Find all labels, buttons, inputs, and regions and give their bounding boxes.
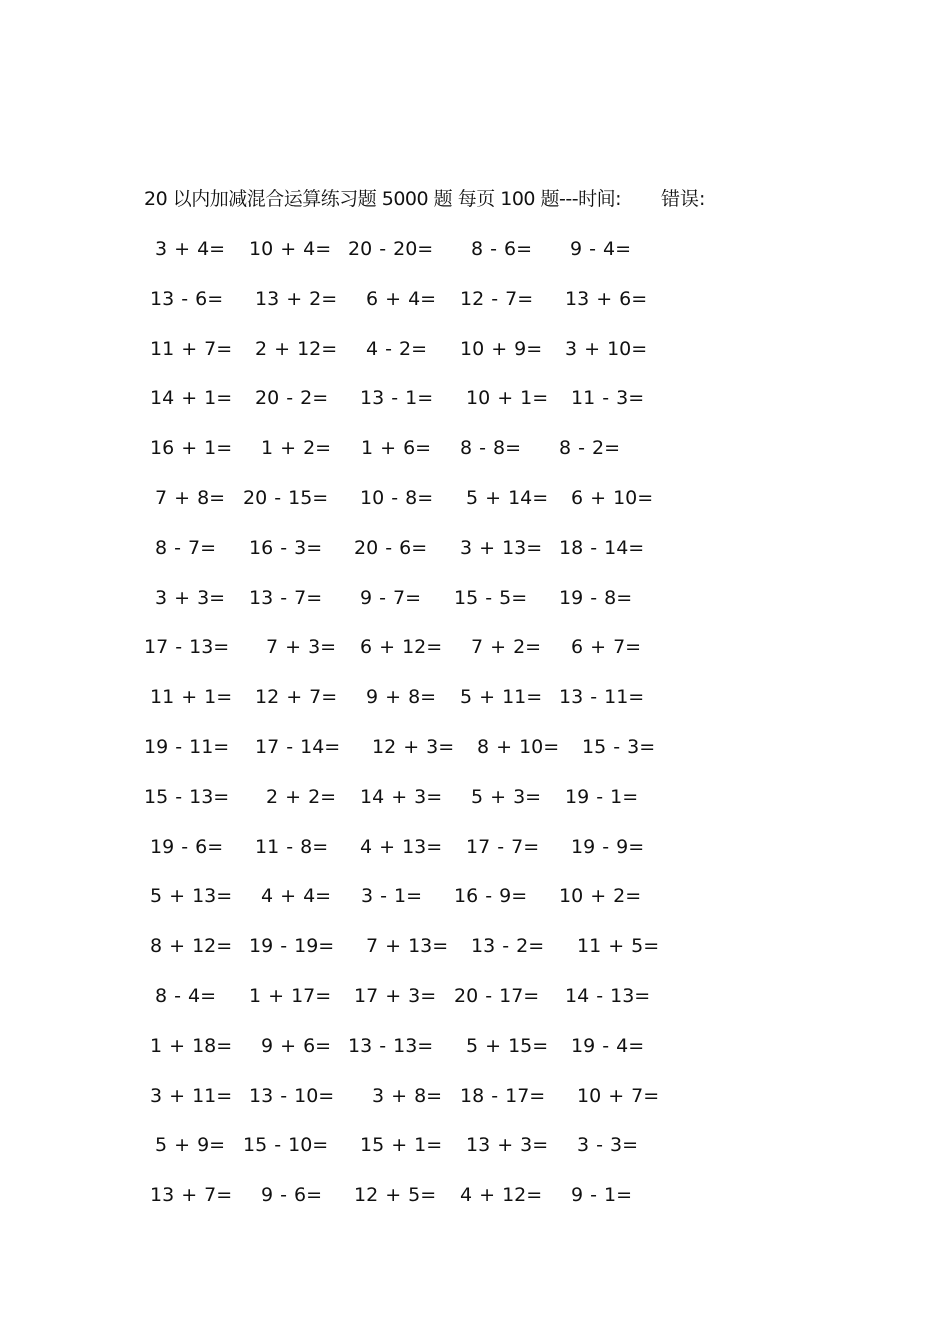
problem-r1-c2: 10 + 4= (249, 238, 332, 260)
problem-r10-c2: 12 + 7= (255, 686, 338, 708)
problem-r7-c2: 16 - 3= (249, 537, 323, 559)
problem-r14-c5: 10 + 2= (559, 885, 642, 907)
problem-r8-c3: 9 - 7= (360, 587, 422, 609)
problem-r16-c3: 17 + 3= (354, 985, 437, 1007)
problem-r20-c1: 13 + 7= (150, 1184, 233, 1206)
problem-r9-c5: 6 + 7= (571, 636, 642, 658)
problem-r18-c1: 3 + 11= (150, 1085, 233, 1107)
problem-r2-c1: 13 - 6= (150, 288, 224, 310)
problem-r1-c1: 3 + 4= (155, 238, 226, 260)
problem-r17-c4: 5 + 15= (466, 1035, 549, 1057)
problem-r16-c4: 20 - 17= (454, 985, 540, 1007)
problem-r1-c5: 9 - 4= (570, 238, 632, 260)
problem-r12-c4: 5 + 3= (471, 786, 542, 808)
problem-r9-c4: 7 + 2= (471, 636, 542, 658)
problem-r2-c5: 13 + 6= (565, 288, 648, 310)
problem-r10-c1: 11 + 1= (150, 686, 233, 708)
problem-r19-c2: 15 - 10= (243, 1134, 329, 1156)
problem-r14-c1: 5 + 13= (150, 885, 233, 907)
problem-r10-c4: 5 + 11= (460, 686, 543, 708)
problem-r12-c2: 2 + 2= (266, 786, 337, 808)
problem-r8-c1: 3 + 3= (155, 587, 226, 609)
problem-r14-c2: 4 + 4= (261, 885, 332, 907)
problem-r11-c4: 8 + 10= (477, 736, 560, 758)
worksheet-title: 20 以内加减混合运算练习题 5000 题 每页 100 题---时间: (144, 188, 622, 210)
problem-r8-c2: 13 - 7= (249, 587, 323, 609)
problem-r6-c3: 10 - 8= (360, 487, 434, 509)
problem-r4-c1: 14 + 1= (150, 387, 233, 409)
problem-r9-c2: 7 + 3= (266, 636, 337, 658)
problem-r17-c3: 13 - 13= (348, 1035, 434, 1057)
problem-r8-c5: 19 - 8= (559, 587, 633, 609)
problem-r3-c4: 10 + 9= (460, 338, 543, 360)
problem-r12-c3: 14 + 3= (360, 786, 443, 808)
problem-r1-c4: 8 - 6= (471, 238, 533, 260)
problem-r2-c3: 6 + 4= (366, 288, 437, 310)
problem-r18-c5: 10 + 7= (577, 1085, 660, 1107)
problem-r7-c4: 3 + 13= (460, 537, 543, 559)
problem-r2-c2: 13 + 2= (255, 288, 338, 310)
problem-r18-c3: 3 + 8= (372, 1085, 443, 1107)
problem-r19-c4: 13 + 3= (466, 1134, 549, 1156)
problem-r2-c4: 12 - 7= (460, 288, 534, 310)
problem-r7-c5: 18 - 14= (559, 537, 645, 559)
problem-r19-c3: 15 + 1= (360, 1134, 443, 1156)
problem-r19-c5: 3 - 3= (577, 1134, 639, 1156)
problem-r20-c5: 9 - 1= (571, 1184, 633, 1206)
problem-r4-c3: 13 - 1= (360, 387, 434, 409)
problem-r3-c3: 4 - 2= (366, 338, 428, 360)
problem-r14-c3: 3 - 1= (361, 885, 423, 907)
problem-r13-c2: 11 - 8= (255, 836, 329, 858)
problem-r3-c1: 11 + 7= (150, 338, 233, 360)
problem-r18-c2: 13 - 10= (249, 1085, 335, 1107)
problem-r3-c5: 3 + 10= (565, 338, 648, 360)
problem-r17-c2: 9 + 6= (261, 1035, 332, 1057)
problem-r11-c5: 15 - 3= (582, 736, 656, 758)
problem-r9-c3: 6 + 12= (360, 636, 443, 658)
problem-r20-c4: 4 + 12= (460, 1184, 543, 1206)
problem-r5-c2: 1 + 2= (261, 437, 332, 459)
problem-r10-c5: 13 - 11= (559, 686, 645, 708)
problem-r15-c5: 11 + 5= (577, 935, 660, 957)
problem-r8-c4: 15 - 5= (454, 587, 528, 609)
problem-r4-c5: 11 - 3= (571, 387, 645, 409)
problem-r9-c1: 17 - 13= (144, 636, 230, 658)
problem-r11-c1: 19 - 11= (144, 736, 230, 758)
problem-r11-c2: 17 - 14= (255, 736, 341, 758)
problem-r15-c1: 8 + 12= (150, 935, 233, 957)
problem-r5-c1: 16 + 1= (150, 437, 233, 459)
problem-r18-c4: 18 - 17= (460, 1085, 546, 1107)
problem-r12-c5: 19 - 1= (565, 786, 639, 808)
problem-r7-c3: 20 - 6= (354, 537, 428, 559)
errors-label: 错误: (661, 188, 706, 210)
problem-r17-c1: 1 + 18= (150, 1035, 233, 1057)
problem-r14-c4: 16 - 9= (454, 885, 528, 907)
problem-r6-c2: 20 - 15= (243, 487, 329, 509)
problem-r4-c2: 20 - 2= (255, 387, 329, 409)
problem-r13-c3: 4 + 13= (360, 836, 443, 858)
problem-r20-c3: 12 + 5= (354, 1184, 437, 1206)
problem-r12-c1: 15 - 13= (144, 786, 230, 808)
problem-r16-c5: 14 - 13= (565, 985, 651, 1007)
problem-r1-c3: 20 - 20= (348, 238, 434, 260)
problem-r13-c1: 19 - 6= (150, 836, 224, 858)
problem-r5-c3: 1 + 6= (361, 437, 432, 459)
problem-r10-c3: 9 + 8= (366, 686, 437, 708)
problem-r13-c4: 17 - 7= (466, 836, 540, 858)
problem-r11-c3: 12 + 3= (372, 736, 455, 758)
problem-r19-c1: 5 + 9= (155, 1134, 226, 1156)
problem-r15-c2: 19 - 19= (249, 935, 335, 957)
problem-r5-c4: 8 - 8= (460, 437, 522, 459)
problem-r17-c5: 19 - 4= (571, 1035, 645, 1057)
problem-r6-c1: 7 + 8= (155, 487, 226, 509)
problem-r16-c1: 8 - 4= (155, 985, 217, 1007)
problem-r13-c5: 19 - 9= (571, 836, 645, 858)
problem-r3-c2: 2 + 12= (255, 338, 338, 360)
problem-r6-c5: 6 + 10= (571, 487, 654, 509)
problem-r20-c2: 9 - 6= (261, 1184, 323, 1206)
problem-r15-c4: 13 - 2= (471, 935, 545, 957)
problem-r7-c1: 8 - 7= (155, 537, 217, 559)
problem-r5-c5: 8 - 2= (559, 437, 621, 459)
problem-r4-c4: 10 + 1= (466, 387, 549, 409)
problem-r15-c3: 7 + 13= (366, 935, 449, 957)
problem-r16-c2: 1 + 17= (249, 985, 332, 1007)
problem-r6-c4: 5 + 14= (466, 487, 549, 509)
